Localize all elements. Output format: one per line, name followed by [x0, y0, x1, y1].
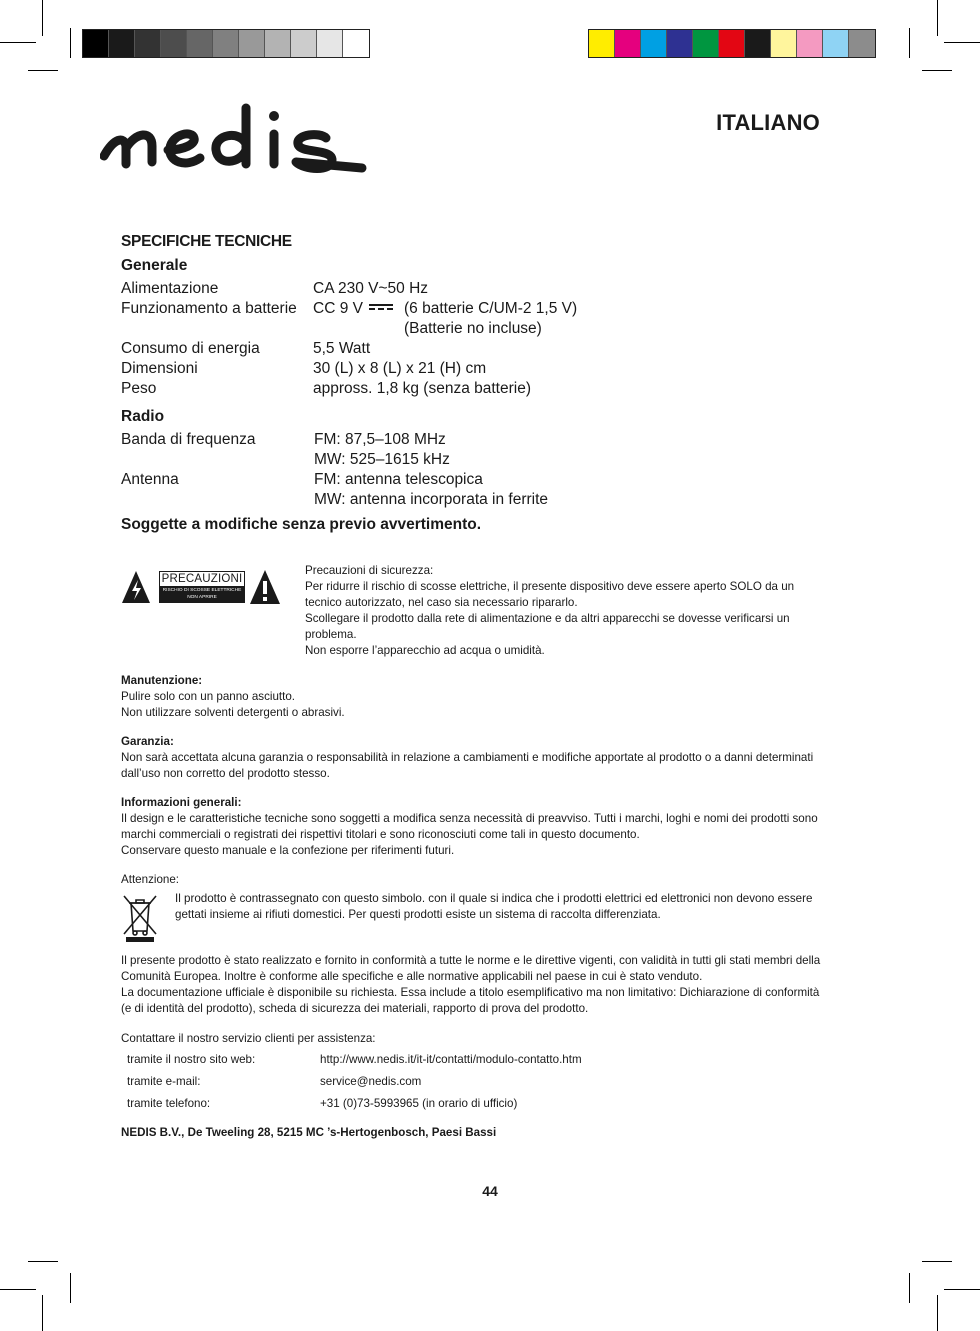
caution-badge [121, 567, 285, 607]
electric-shock-warning-icon [121, 570, 151, 604]
language-heading: ITALIANO [716, 110, 820, 135]
crop-mark [42, 1295, 43, 1331]
caution-label-box [159, 571, 245, 603]
color-swatch [641, 30, 667, 57]
contact-intro: Contattare il nostro servizio clienti per assistenza: [121, 1032, 376, 1045]
specs-title: SPECIFICHE TECNICHE [121, 233, 292, 250]
attention-title: Attenzione: [121, 873, 180, 886]
general-info-title: Informazioni generali: [121, 796, 242, 809]
color-swatch [615, 30, 641, 57]
nedis-logo [100, 98, 372, 180]
color-swatch [849, 30, 875, 57]
caution-sublabel [160, 586, 244, 602]
color-swatch [823, 30, 849, 57]
color-swatch [719, 30, 745, 57]
crop-mark [28, 1261, 58, 1262]
crop-mark [944, 1289, 980, 1290]
gray-swatch [343, 30, 369, 57]
company-address: NEDIS B.V., De Tweeling 28, 5215 MC ’s-Hertogenbosch, Paesi Bassi [121, 1126, 497, 1139]
spec-label: Peso [121, 380, 157, 397]
safety-line: Non esporre l’apparecchio ad acqua o umidità. [305, 644, 545, 657]
general-info-section [121, 795, 826, 859]
contact-phone: +31 (0)73-5993965 (in orario di ufficio) [320, 1097, 518, 1110]
safety-section [305, 563, 825, 659]
radio-subtitle: Radio [121, 408, 165, 425]
page-number: 44 [482, 1183, 498, 1199]
gray-swatch [187, 30, 213, 57]
crop-mark [909, 1273, 910, 1303]
gray-swatch [135, 30, 161, 57]
safety-line: Scollegare il prodotto dalla rete di alimentazione e da altri apparecchi se dovesse verificarsi un problema. [305, 612, 790, 641]
spec-label: Dimensioni [121, 360, 198, 377]
spec-value: MW: antenna incorporata in ferrite [314, 491, 549, 508]
spec-value: appross. 1,8 kg (senza batterie) [313, 380, 531, 397]
general-info-text: Conservare questo manuale e la confezione per riferimenti futuri. [121, 844, 455, 857]
crop-mark [937, 1295, 938, 1331]
maintenance-section [121, 673, 826, 721]
crop-mark [922, 70, 952, 71]
crop-mark [0, 1289, 36, 1290]
gray-swatch [291, 30, 317, 57]
spec-label: Alimentazione [121, 280, 219, 297]
contact-label: tramite il nostro sito web: [127, 1053, 256, 1066]
caution-sublabel-line: NON APRIRE [187, 595, 217, 600]
spec-value: FM: 87,5–108 MHz [314, 431, 446, 448]
weee-crossed-bin-icon [121, 893, 159, 943]
spec-value: CA 230 V~50 Hz [313, 280, 429, 297]
conformity-text: Il presente prodotto è stato realizzato e fornito in conformità a tutte le norme e le direttive vigenti, con validità in tutti gli stati membri della Comunità Europea. Inoltre è conforme alle specifiche e alle normative applicabili nel paese in cui è stato venduto. [121, 954, 821, 983]
grayscale-calibration-bar [82, 29, 370, 58]
warranty-title: Garanzia: [121, 735, 174, 748]
caution-label: PRECAUZIONI [161, 573, 243, 585]
spec-label: Consumo di energia [121, 340, 260, 357]
contact-email-link[interactable]: service@nedis.com [320, 1075, 422, 1088]
color-swatch [667, 30, 693, 57]
contact-row [127, 1097, 518, 1110]
crop-mark [42, 0, 43, 36]
gray-swatch [265, 30, 291, 57]
spec-value: MW: 525–1615 kHz [314, 451, 450, 468]
spec-label: Banda di frequenza [121, 431, 256, 448]
general-info-text: Il design e le caratteristiche tecniche sono soggetti a modifica senza necessità di preavviso. Tutti i marchi, loghi e nomi dei prodotti sono marchi commerciali o registrati dei rispettivi titolari e sono riconosciuti come tali in questo documento. [121, 812, 818, 841]
exclamation-warning-icon [249, 569, 281, 605]
gray-swatch [213, 30, 239, 57]
crop-mark [70, 1273, 71, 1303]
general-subtitle: Generale [121, 257, 188, 274]
spec-value: 5,5 Watt [313, 340, 371, 357]
crop-mark [0, 42, 36, 43]
crop-mark [944, 42, 980, 43]
crop-mark [922, 1261, 952, 1262]
safety-line: Per ridurre il rischio di scosse elettriche, il presente dispositivo deve essere aperto SOLO da un tecnico autorizzato, nel caso sia necessario ripararlo. [305, 580, 795, 609]
crop-mark [909, 28, 910, 58]
color-calibration-bar [588, 29, 876, 58]
spec-value: CC 9 V [313, 300, 363, 317]
crop-mark [937, 0, 938, 36]
contact-row [127, 1053, 582, 1066]
conformity-text: La documentazione ufficiale è disponibile su richiesta. Essa include a titolo esemplificativo ma non limitativo: Dichiarazione di conformità (e di identità del prodotto), scheda di sicurezza dei materiali, rapporto di prova del prodotto. [121, 986, 820, 1015]
color-swatch [693, 30, 719, 57]
contact-label: tramite telefono: [127, 1097, 211, 1110]
gray-swatch [109, 30, 135, 57]
spec-value: 30 (L) x 8 (L) x 21 (H) cm [313, 360, 487, 377]
spec-label: Funzionamento a batterie [121, 300, 297, 317]
color-swatch [771, 30, 797, 57]
spec-extra: (6 batterie C/UM-2 1,5 V) [404, 300, 578, 317]
spec-extra: (Batterie no incluse) [404, 320, 542, 337]
spec-label: Antenna [121, 471, 179, 488]
color-swatch [797, 30, 823, 57]
contact-label: tramite e-mail: [127, 1075, 201, 1088]
caution-sublabel-line: RISCHIO DI SCOSSE ELETTRICHE [162, 588, 242, 593]
crop-mark [70, 28, 71, 58]
maintenance-line: Pulire solo con un panno asciutto. [121, 690, 296, 703]
warranty-section [121, 734, 826, 782]
color-swatch [745, 30, 771, 57]
gray-swatch [317, 30, 343, 57]
gray-swatch [83, 30, 109, 57]
gray-swatch [239, 30, 265, 57]
safety-title: Precauzioni di sicurezza: [305, 564, 434, 577]
spec-value: FM: antenna telescopica [314, 471, 483, 488]
change-notice: Soggette a modifiche senza previo avvertimento. [121, 516, 482, 533]
color-swatch [589, 30, 615, 57]
warranty-text: Non sarà accettata alcuna garanzia o responsabilità in relazione a cambiamenti e modifiche apportate al prodotto o a danni determinati dall’uso non corretto del prodotto stesso. [121, 751, 814, 780]
crop-mark [28, 70, 58, 71]
conformity-section [121, 953, 826, 1017]
dc-symbol-icon [369, 304, 393, 312]
contact-website-link[interactable]: http://www.nedis.it/it-it/contatti/modulo-contatto.htm [320, 1053, 582, 1066]
maintenance-title: Manutenzione: [121, 674, 203, 687]
contact-row [127, 1075, 422, 1088]
maintenance-line: Non utilizzare solventi detergenti o abrasivi. [121, 706, 345, 719]
gray-swatch [161, 30, 187, 57]
attention-text: Il prodotto è contrassegnato con questo simbolo. con il quale si indica che i prodotti elettrici ed elettronici non devono essere gettati insieme ai rifiuti domestici. Per questi prodotti esiste un sistema di raccolta differenziata. [175, 892, 813, 921]
